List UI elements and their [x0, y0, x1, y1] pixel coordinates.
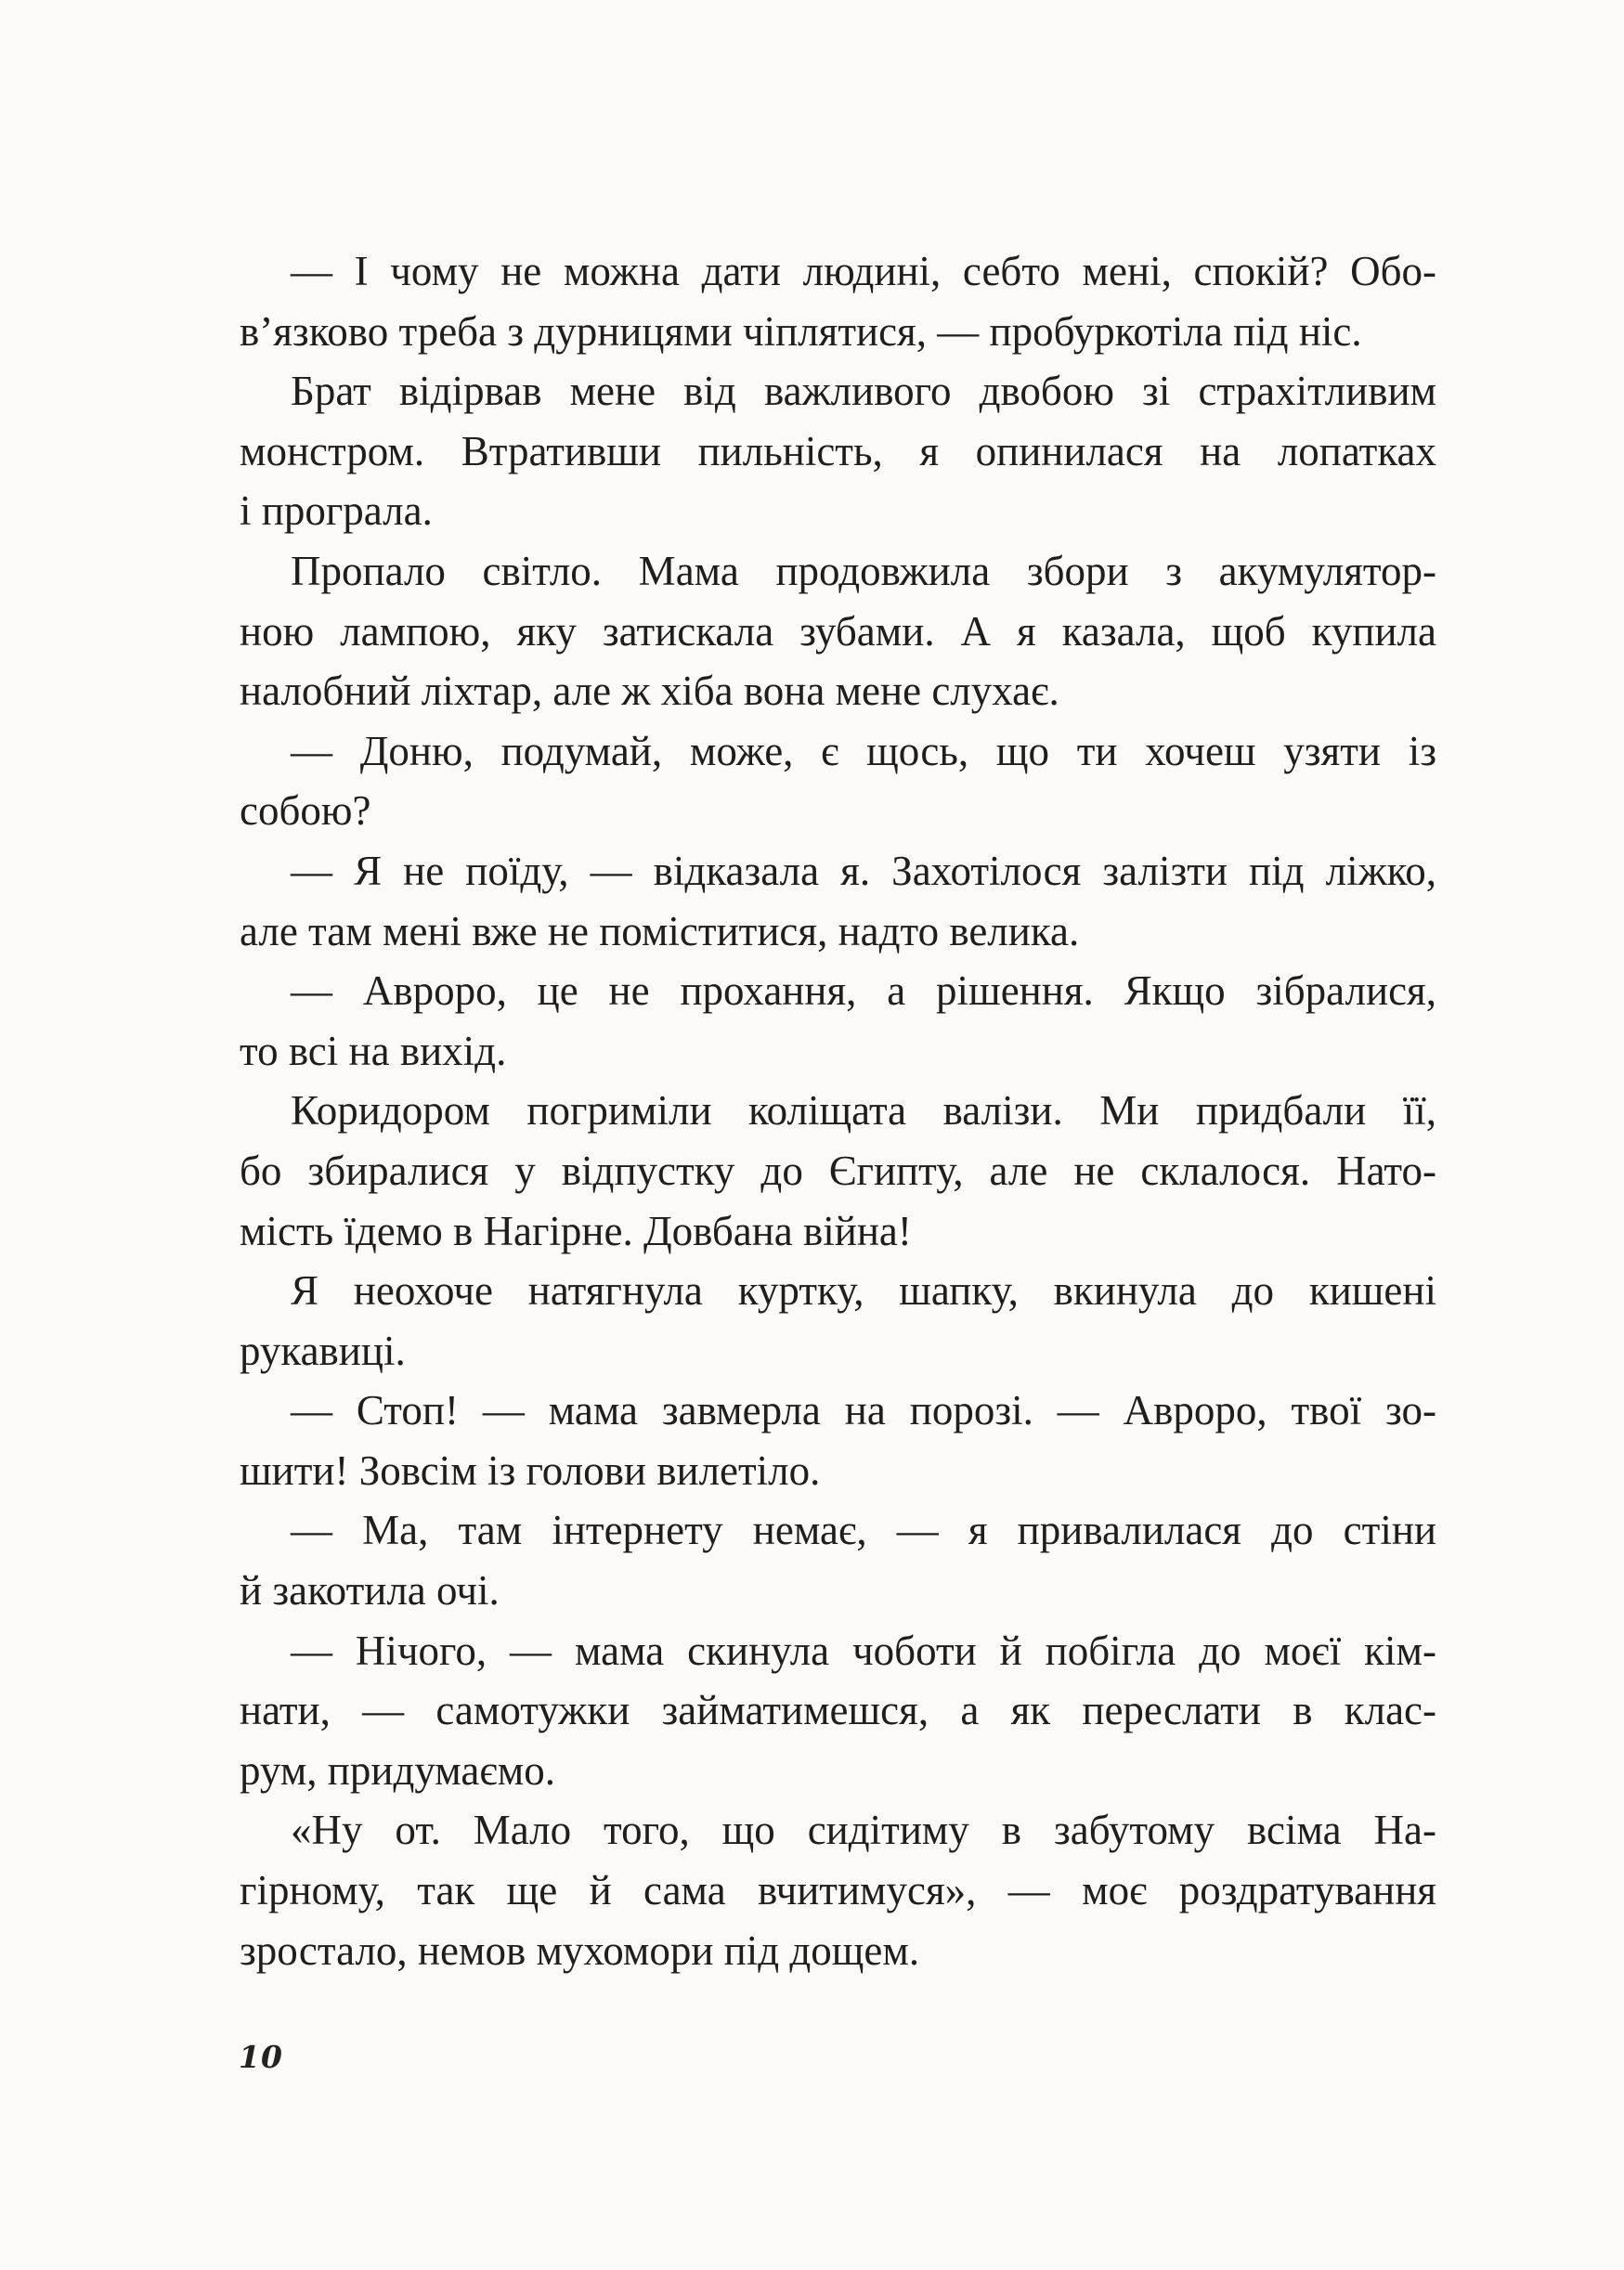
text-line: монстром. Втративши пильність, я опинилася на лопатках: [240, 427, 1436, 474]
text-line: то всі на вихід.: [240, 1027, 507, 1074]
text-line: — Доню, подумай, може, є щось, що ти хочеш узяти із: [291, 727, 1436, 774]
text-line: Я неохоче натягнула куртку, шапку, вкинула до кишені: [291, 1267, 1436, 1315]
text-line: в’язково треба з дурницями чіплятися, — пробуркотіла під ніс.: [240, 307, 1362, 355]
text-line: рукавиці.: [240, 1327, 406, 1374]
text-line: собою?: [240, 787, 371, 835]
text-line: Коридором погриміли коліщата валізи. Ми придбали її,: [291, 1087, 1436, 1135]
text-line: — Нічого, — мама скинула чоботи й побігла до моєї кім-: [291, 1627, 1436, 1674]
text-line: рум, придумаємо.: [240, 1746, 555, 1794]
text-block: [240, 241, 1436, 1980]
text-line: бо збиралися у відпустку до Єгипту, але не склалося. Нато-: [240, 1147, 1436, 1194]
text-line: й закотила очі.: [240, 1567, 500, 1615]
text-line: але там мені вже не поміститися, надто велика.: [240, 907, 1080, 954]
page-number: 10: [239, 2039, 283, 2075]
text-line: — Стоп! — мама завмерла на порозі. — Авроро, твої зо-: [291, 1387, 1436, 1434]
text-line: гірному, так ще й сама вчитимуся», — моє роздратування: [240, 1867, 1436, 1914]
text-line: мість їдемо в Нагірне. Довбана війна!: [240, 1207, 912, 1254]
text-line: «Ну от. Мало того, що сидітиму в забутому всіма На-: [291, 1807, 1436, 1854]
text-line: шити! Зовсім із голови вилетіло.: [240, 1446, 821, 1494]
text-line: і програла.: [240, 487, 433, 535]
text-line: налобний ліхтар, але ж хіба вона мене слухає.: [240, 668, 1059, 715]
text-line: — Авроро, це не прохання, а рішення. Якщо зібралися,: [291, 967, 1436, 1015]
text-line: зростало, немов мухомори під дощем.: [240, 1926, 920, 1974]
text-line: нати, — самотужки займатимешся, а як переслати в клас-: [240, 1687, 1436, 1734]
text-line: Пропало світло. Мама продовжила збори з акумулятор-: [291, 547, 1436, 594]
text-line: — І чому не можна дати людині, себто мені, спокій? Обо-: [291, 248, 1436, 294]
text-line: — Ма, там інтернету немає, — я привалилася до стіни: [291, 1507, 1436, 1554]
text-line: Брат відірвав мене від важливого двобою зі страхітливим: [291, 368, 1436, 415]
text-line: — Я не поїду, — відказала я. Захотілося залізти під ліжко,: [291, 847, 1436, 894]
text-line: ною лампою, яку затискала зубами. А я казала, щоб купила: [240, 607, 1436, 655]
